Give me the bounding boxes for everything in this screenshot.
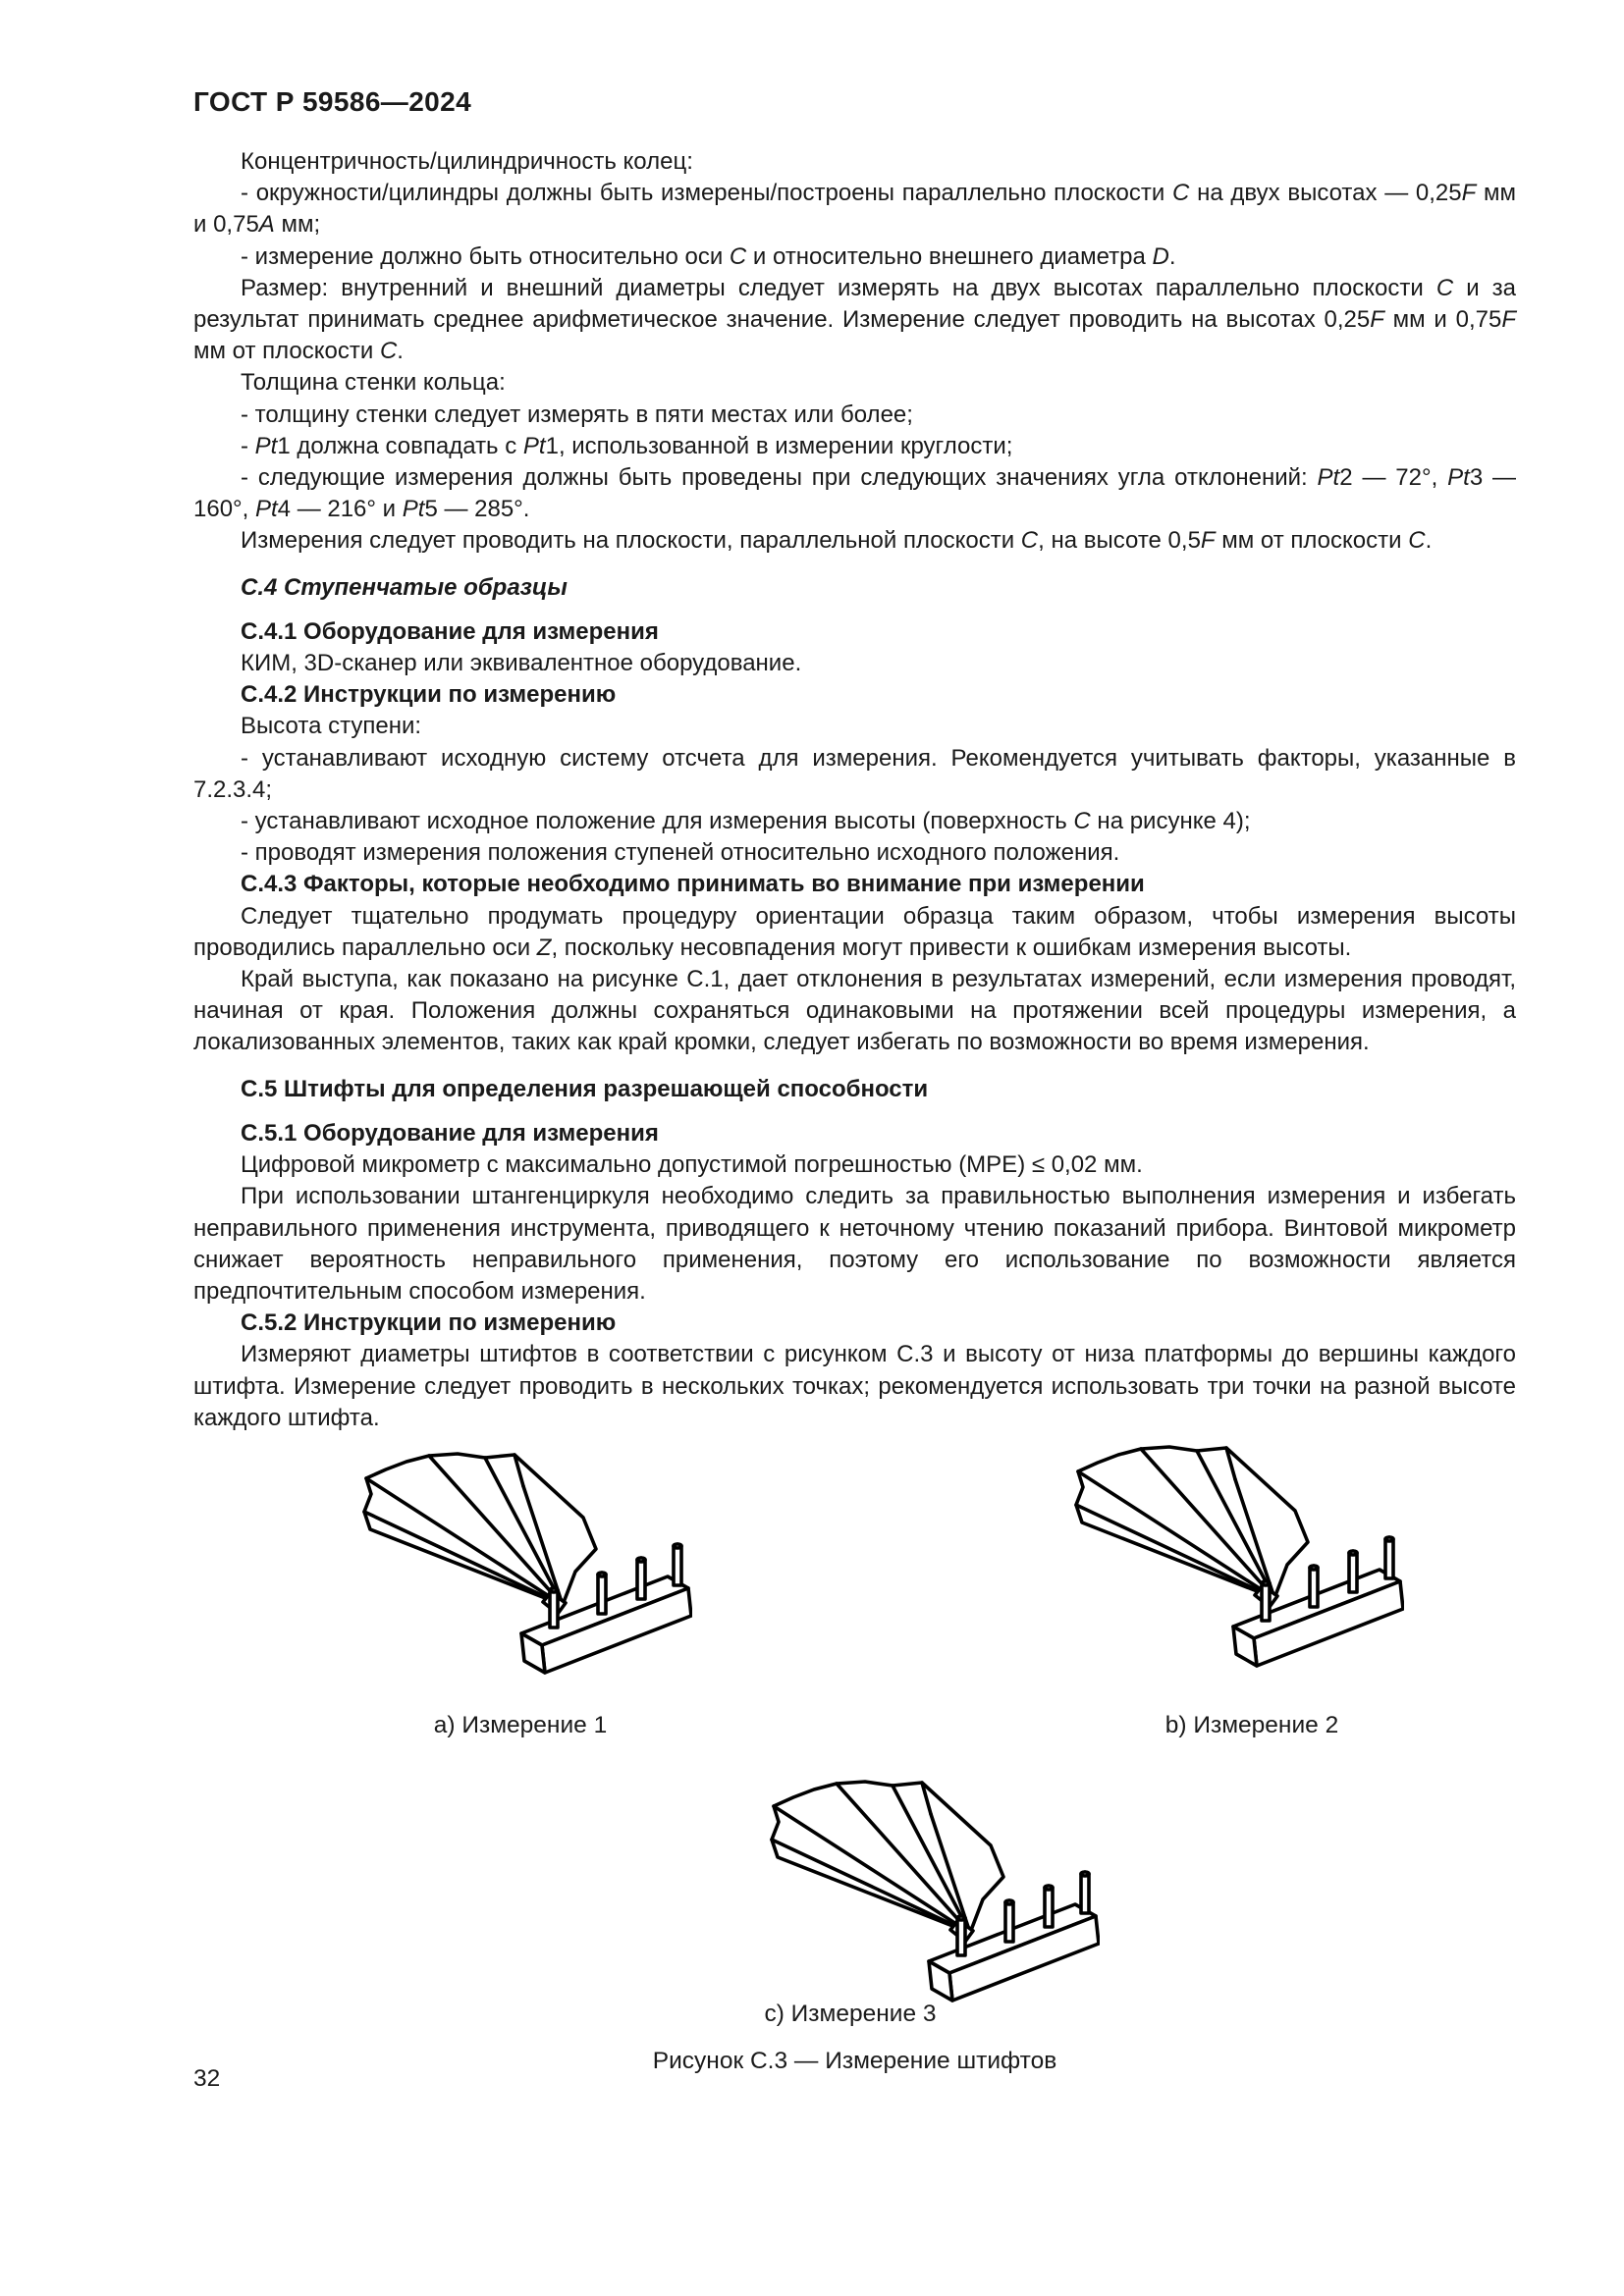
heading-c43: С.4.3 Факторы, которые необходимо принимать во внимание при измерении: [241, 871, 1145, 898]
paragraph-thickness-item-2: - Pt1 должна совпадать с Pt1, использованной в измерении круглости;: [241, 432, 1013, 459]
paragraph-wall-thickness: Толщина стенки кольца:: [241, 369, 506, 397]
standard-number-header: ГОСТ Р 59586—2024: [193, 86, 472, 117]
heading-c4: С.4 Ступенчатые образцы: [241, 573, 568, 601]
figure-c-caption: c) Измерение 3: [764, 2001, 937, 2027]
paragraph-circles-item: - окружности/цилиндры должны быть измерены/построены параллельно плоскости C на двух высотах — 0,25F мм и 0,75A мм;: [193, 180, 1517, 239]
paragraph-edge-deviation: Край выступа, как показано на рисунке С.1, дает отклонения в результатах измерений, если измерения проводят, начиная от края. Положения должны сохраняться одинаковыми на протяжении всей процедуры измерения, а локализованных элементов, таких как край кромки, следует избегать по возможности во время измерения.: [193, 966, 1516, 1056]
paragraph-step-height: Высота ступени:: [241, 713, 422, 740]
paragraph-step-item-2: - устанавливают исходное положение для измерения высоты (поверхность C на рисунке 4);: [241, 808, 1251, 835]
paragraph-step-item-3: - проводят измерения положения ступеней относительно исходного положения.: [241, 839, 1120, 867]
paragraph-orientation: Следует тщательно продумать процедуру ориентации образца таким образом, чтобы измерения высоты проводились параллельно оси Z, поскольку несовпадения могут привести к ошибкам измерения высоты.: [193, 902, 1516, 961]
heading-c52: С.5.2 Инструкции по измерению: [241, 1309, 617, 1337]
figure-a-caption: a) Измерение 1: [433, 1712, 608, 1738]
figure-b-drawing: [933, 1418, 1404, 1713]
paragraph-pin-measurement: Измеряют диаметры штифтов в соответствии с рисунком С.3 и высоту от низа платформы до вершины каждого штифта. Измерение следует проводить в нескольких точках; рекомендуется использовать три точки на разной высоте каждого штифта.: [193, 1341, 1516, 1431]
figure-main-caption: Рисунок С.3 — Измерение штифтов: [652, 2048, 1057, 2074]
paragraph-size: Размер: внутренний и внешний диаметры следует измерять на двух высотах параллельно плоскости C и за результат принимать среднее арифметическое значение. Измерение следует проводить на высотах 0,25F мм и 0,75F мм от плоскости C.: [193, 274, 1516, 365]
paragraph-step-item-1: - устанавливают исходную систему отсчета для измерения. Рекомендуется учитывать факторы, указанные в 7.2.3.4;: [193, 744, 1516, 803]
heading-c42: С.4.2 Инструкции по измерению: [241, 681, 617, 709]
heading-c5: С.5 Штифты для определения разрешающей способности: [241, 1075, 929, 1102]
paragraph-cmm-equipment: КИМ, 3D-сканер или эквивалентное оборудование.: [241, 650, 802, 677]
paragraph-axis-item: - измерение должно быть относительно оси C и относительно внешнего диаметра D.: [241, 242, 1176, 270]
paragraph-thickness-item-3: - следующие измерения должны быть проведены при следующих значениях угла отклонений: Pt2 — 72°, Pt3 — 160°, Pt4 — 216° и Pt5 — 285°.: [193, 464, 1517, 523]
paragraph-thickness-item-1: - толщину стенки следует измерять в пяти местах или более;: [241, 400, 913, 428]
page-number: 32: [193, 2065, 221, 2092]
paragraph-micrometer: Цифровой микрометр с максимально допустимой погрешностью (MPE) ≤ 0,02 мм.: [241, 1151, 1143, 1179]
heading-c51: С.5.1 Оборудование для измерения: [241, 1119, 659, 1147]
document-text: [193, 146, 1516, 1434]
heading-c41: С.4.1 Оборудование для измерения: [241, 617, 659, 645]
paragraph-caliper-warning: При использовании штангенциркуля необходимо следить за правильностью выполнения измерения и избегать неправильного применения инструмента, приводящего к неточному чтению показаний прибора. Винтовой микрометр снижает вероятность неправильного применения, поэтому его использование по возможности является предпочтительным способом измерения.: [193, 1183, 1516, 1305]
figure-a-drawing: [221, 1425, 692, 1720]
paragraph-measure-plane: Измерения следует проводить на плоскости, параллельной плоскости C, на высоте 0,5F мм от плоскости C.: [241, 527, 1433, 555]
figure-b-caption: b) Измерение 2: [1164, 1712, 1339, 1738]
paragraph-concentricity: Концентричность/цилиндричность колец:: [241, 148, 693, 175]
